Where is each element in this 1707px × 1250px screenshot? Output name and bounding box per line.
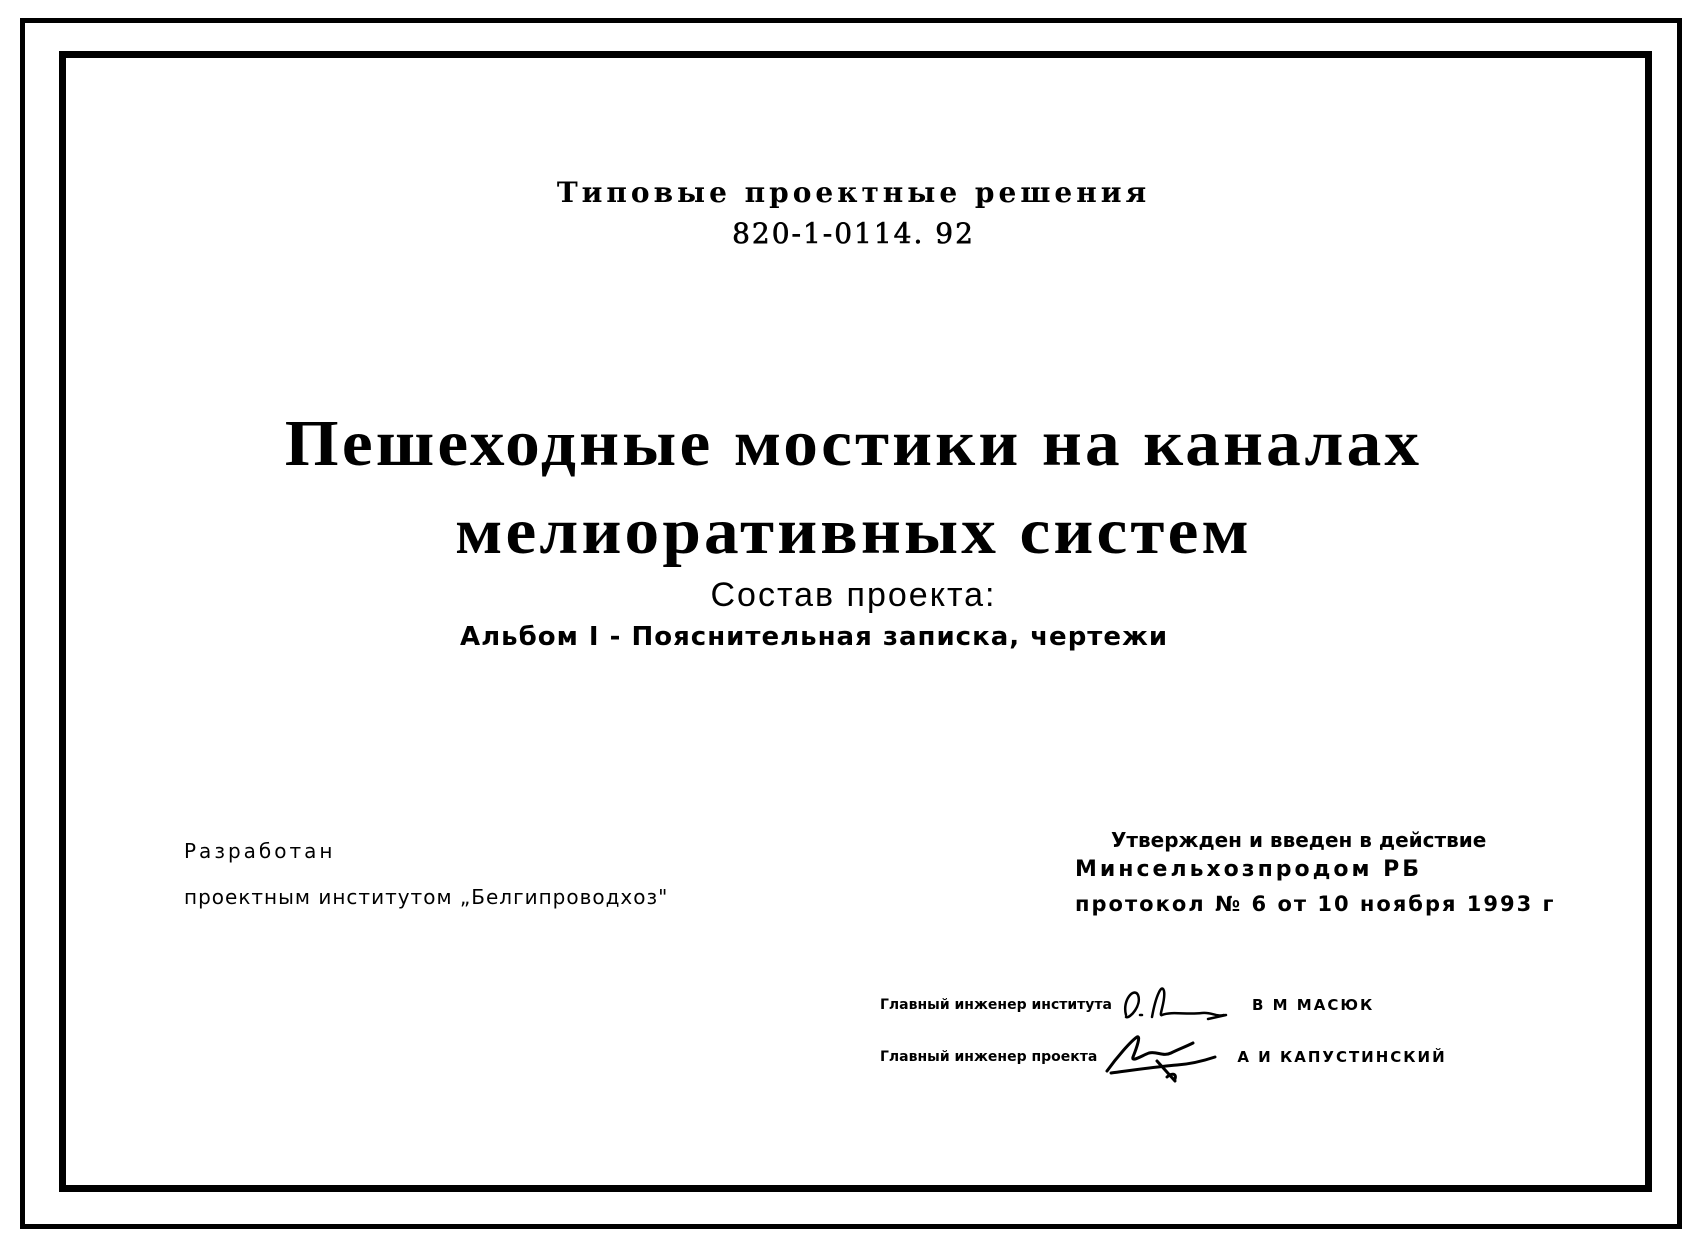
album-description: Альбом I - Пояснительная записка, чертежи — [460, 622, 1169, 652]
signature-row-chief-engineer-project — [880, 1027, 1447, 1087]
developer-institute: проектным институтом „Белгипроводхоз" — [184, 885, 669, 909]
title-line-2: мелиоративных систем — [455, 495, 1252, 568]
signatory-name: А И КАПУСТИНСКИЙ — [1237, 1048, 1447, 1066]
signature-role: Главный инженер института — [880, 997, 1112, 1013]
developed-by-block — [184, 828, 668, 920]
document-title — [0, 400, 1707, 576]
developed-label: Разработан — [184, 839, 336, 863]
title-line-1: Пешеходные мостики на каналах — [284, 407, 1423, 480]
approval-protocol: протокол № 6 от 10 ноября 1993 г — [1075, 892, 1556, 916]
series-code: 820-1-0114. 92 — [732, 217, 975, 250]
approving-ministry: Минсельхозпродом РБ — [1075, 857, 1423, 882]
signature-row-chief-engineer-institute — [880, 975, 1374, 1035]
handwritten-signature-2 — [1097, 1027, 1237, 1087]
composition-heading: Состав проекта: — [710, 576, 997, 614]
approval-label: Утвержден и введен в действие — [1111, 828, 1487, 852]
approval-block — [1075, 826, 1556, 922]
series-title: Типовые проектные решения — [556, 176, 1151, 209]
signatory-name: В М МАСЮК — [1251, 996, 1375, 1014]
signature-role: Главный инженер проекта — [880, 1049, 1098, 1065]
handwritten-signature-1 — [1112, 975, 1252, 1035]
series-header — [0, 175, 1707, 251]
